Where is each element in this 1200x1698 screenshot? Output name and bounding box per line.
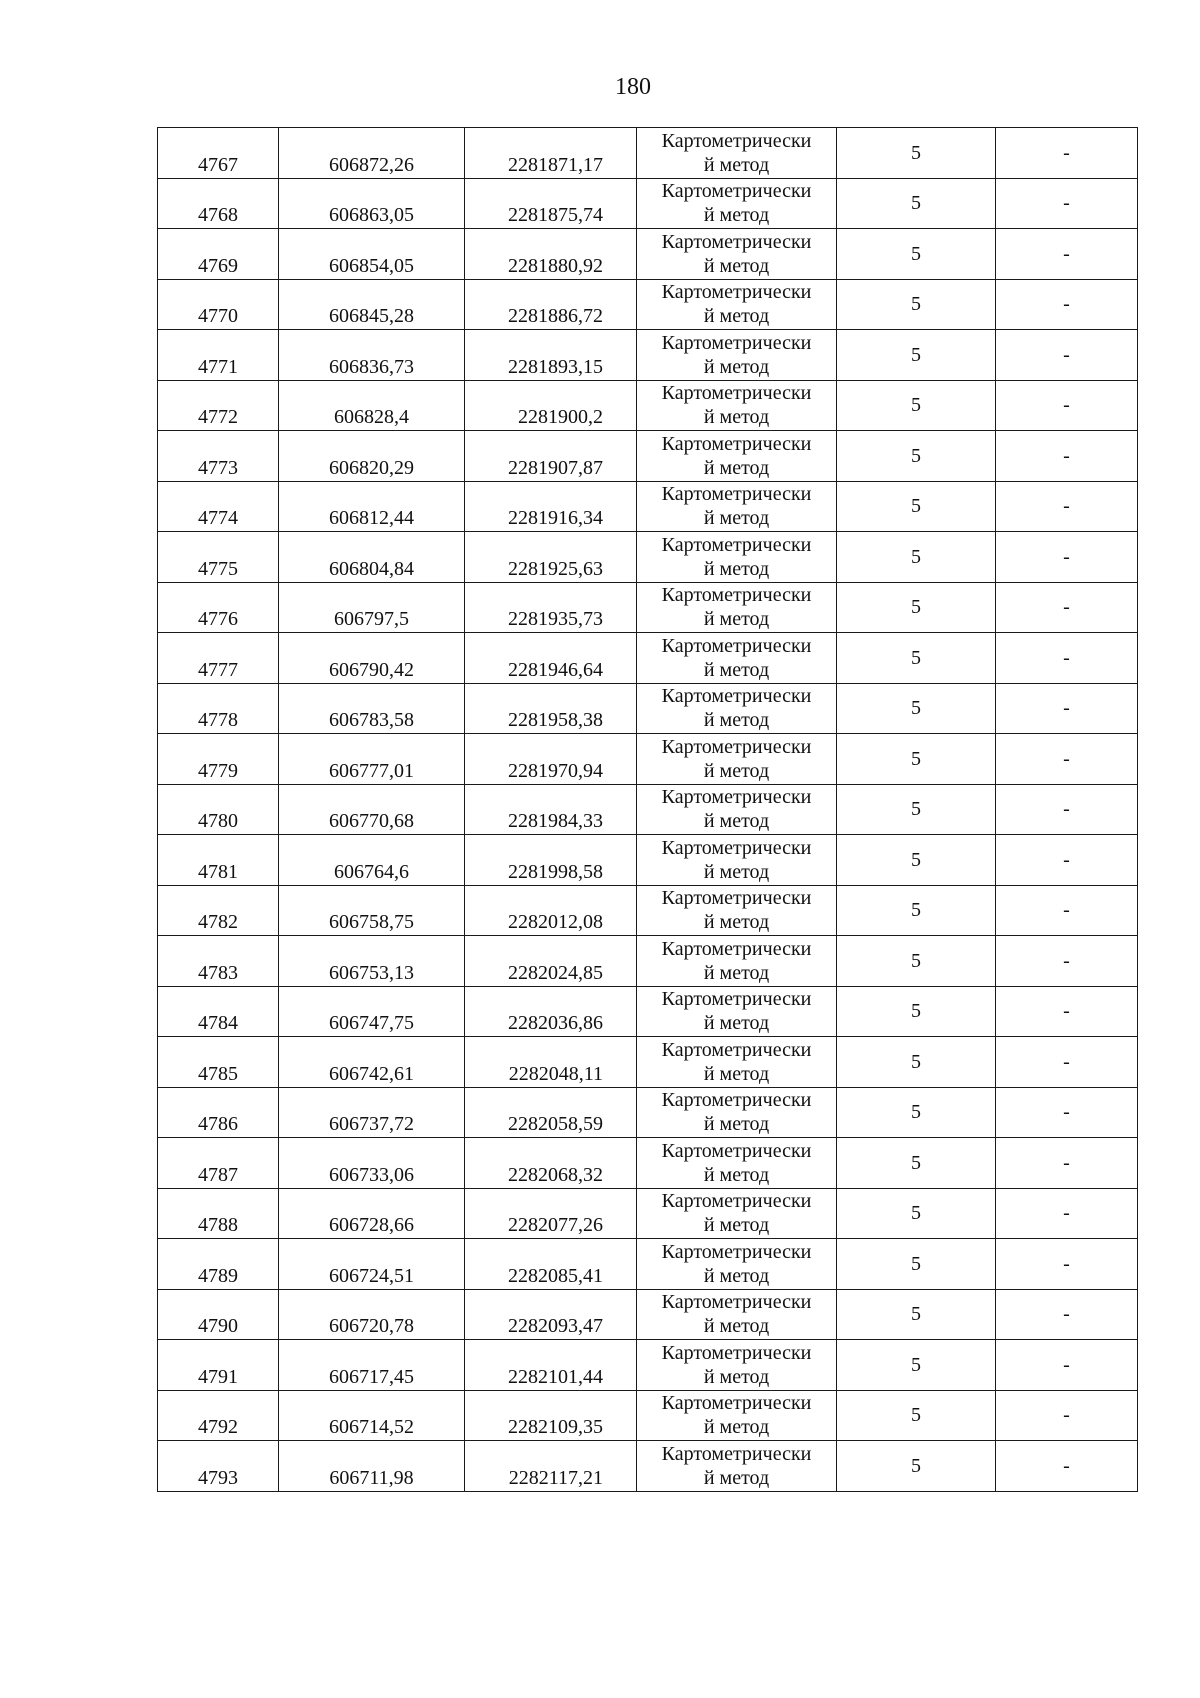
method-line-2: й метод <box>703 406 770 429</box>
note-cell: - <box>996 229 1138 280</box>
table-row <box>158 128 1138 179</box>
table-row <box>158 1037 1138 1088</box>
point-number-cell: 4769 <box>158 229 279 280</box>
x-coordinate-cell: 606863,05 <box>279 178 465 229</box>
table-row <box>158 178 1138 229</box>
y-coordinate-cell: 2281916,34 <box>465 481 637 532</box>
method-line-2: й метод <box>703 1012 770 1035</box>
method-line-2: й метод <box>703 1466 770 1489</box>
method-line-2: й метод <box>703 1315 770 1338</box>
method-line-2: й метод <box>703 507 770 530</box>
table-row <box>158 633 1138 684</box>
point-number-cell: 4777 <box>158 633 279 684</box>
y-coordinate-cell: 2281886,72 <box>465 279 637 330</box>
y-coordinate-cell: 2281871,17 <box>465 128 637 179</box>
accuracy-cell: 5 <box>837 936 996 987</box>
x-coordinate-cell: 606764,6 <box>279 835 465 886</box>
method-line-1: Картометрически <box>661 1038 812 1061</box>
note-cell: - <box>996 178 1138 229</box>
accuracy-cell: 5 <box>837 1037 996 1088</box>
method-cell <box>637 633 837 684</box>
accuracy-cell: 5 <box>837 1289 996 1340</box>
point-number-cell: 4787 <box>158 1138 279 1189</box>
method-cell <box>637 683 837 734</box>
method-line-1: Картометрически <box>661 180 812 203</box>
method-line-1: Картометрически <box>661 1442 812 1465</box>
note-cell: - <box>996 885 1138 936</box>
method-line-2: й метод <box>703 759 770 782</box>
accuracy-cell: 5 <box>837 1138 996 1189</box>
method-line-2: й метод <box>703 658 770 681</box>
method-line-2: й метод <box>703 1163 770 1186</box>
method-line-1: Картометрически <box>661 1392 812 1415</box>
method-line-2: й метод <box>703 961 770 984</box>
note-cell: - <box>996 986 1138 1037</box>
method-line-1: Картометрически <box>661 1089 812 1112</box>
x-coordinate-cell: 606733,06 <box>279 1138 465 1189</box>
y-coordinate-cell: 2281907,87 <box>465 431 637 482</box>
accuracy-cell: 5 <box>837 532 996 583</box>
note-cell: - <box>996 936 1138 987</box>
note-cell: - <box>996 1037 1138 1088</box>
x-coordinate-cell: 606797,5 <box>279 582 465 633</box>
y-coordinate-cell: 2281958,38 <box>465 683 637 734</box>
method-line-1: Картометрически <box>661 584 812 607</box>
point-number-cell: 4785 <box>158 1037 279 1088</box>
method-cell <box>637 784 837 835</box>
accuracy-cell: 5 <box>837 734 996 785</box>
method-line-1: Картометрически <box>661 281 812 304</box>
point-number-cell: 4780 <box>158 784 279 835</box>
y-coordinate-cell: 2282048,11 <box>465 1037 637 1088</box>
method-cell <box>637 1037 837 1088</box>
table-body <box>158 128 1138 1492</box>
method-line-1: Картометрически <box>661 129 812 152</box>
table-row <box>158 1289 1138 1340</box>
y-coordinate-cell: 2281970,94 <box>465 734 637 785</box>
method-line-2: й метод <box>703 911 770 934</box>
note-cell: - <box>996 279 1138 330</box>
point-number-cell: 4781 <box>158 835 279 886</box>
x-coordinate-cell: 606777,01 <box>279 734 465 785</box>
method-line-2: й метод <box>703 1113 770 1136</box>
method-line-1: Картометрически <box>661 887 812 910</box>
x-coordinate-cell: 606783,58 <box>279 683 465 734</box>
method-line-2: й метод <box>703 1416 770 1439</box>
x-coordinate-cell: 606724,51 <box>279 1239 465 1290</box>
method-cell <box>637 1441 837 1492</box>
table-row <box>158 1390 1138 1441</box>
point-number-cell: 4791 <box>158 1340 279 1391</box>
method-line-1: Картометрически <box>661 786 812 809</box>
accuracy-cell: 5 <box>837 178 996 229</box>
method-line-1: Картометрически <box>661 331 812 354</box>
point-number-cell: 4772 <box>158 380 279 431</box>
table-row <box>158 986 1138 1037</box>
method-line-2: й метод <box>703 557 770 580</box>
point-number-cell: 4771 <box>158 330 279 381</box>
table-row <box>158 683 1138 734</box>
y-coordinate-cell: 2282085,41 <box>465 1239 637 1290</box>
y-coordinate-cell: 2282058,59 <box>465 1087 637 1138</box>
method-line-1: Картометрически <box>661 1291 812 1314</box>
method-line-2: й метод <box>703 254 770 277</box>
method-cell <box>637 1390 837 1441</box>
table-row <box>158 582 1138 633</box>
point-number-cell: 4774 <box>158 481 279 532</box>
method-cell <box>637 1138 837 1189</box>
note-cell: - <box>996 330 1138 381</box>
accuracy-cell: 5 <box>837 1441 996 1492</box>
x-coordinate-cell: 606737,72 <box>279 1087 465 1138</box>
point-number-cell: 4773 <box>158 431 279 482</box>
method-line-2: й метод <box>703 1214 770 1237</box>
y-coordinate-cell: 2281880,92 <box>465 229 637 280</box>
method-line-1: Картометрически <box>661 685 812 708</box>
x-coordinate-cell: 606812,44 <box>279 481 465 532</box>
y-coordinate-cell: 2282101,44 <box>465 1340 637 1391</box>
note-cell: - <box>996 1390 1138 1441</box>
note-cell: - <box>996 1289 1138 1340</box>
method-line-2: й метод <box>703 1264 770 1287</box>
table-row <box>158 532 1138 583</box>
point-number-cell: 4792 <box>158 1390 279 1441</box>
method-cell <box>637 582 837 633</box>
y-coordinate-cell: 2281984,33 <box>465 784 637 835</box>
accuracy-cell: 5 <box>837 633 996 684</box>
accuracy-cell: 5 <box>837 279 996 330</box>
point-number-cell: 4779 <box>158 734 279 785</box>
point-number-cell: 4788 <box>158 1188 279 1239</box>
point-number-cell: 4782 <box>158 885 279 936</box>
accuracy-cell: 5 <box>837 885 996 936</box>
method-line-2: й метод <box>703 608 770 631</box>
method-line-1: Картометрически <box>661 988 812 1011</box>
method-cell <box>637 431 837 482</box>
method-line-2: й метод <box>703 860 770 883</box>
y-coordinate-cell: 2281935,73 <box>465 582 637 633</box>
note-cell: - <box>996 1087 1138 1138</box>
method-line-1: Картометрически <box>661 483 812 506</box>
x-coordinate-cell: 606872,26 <box>279 128 465 179</box>
y-coordinate-cell: 2281875,74 <box>465 178 637 229</box>
method-cell <box>637 481 837 532</box>
y-coordinate-cell: 2282093,47 <box>465 1289 637 1340</box>
method-line-2: й метод <box>703 1062 770 1085</box>
table-row <box>158 835 1138 886</box>
method-line-2: й метод <box>703 810 770 833</box>
method-line-2: й метод <box>703 1365 770 1388</box>
method-line-2: й метод <box>703 153 770 176</box>
x-coordinate-cell: 606753,13 <box>279 936 465 987</box>
method-line-1: Картометрически <box>661 432 812 455</box>
x-coordinate-cell: 606770,68 <box>279 784 465 835</box>
table-row <box>158 936 1138 987</box>
method-cell <box>637 279 837 330</box>
x-coordinate-cell: 606711,98 <box>279 1441 465 1492</box>
note-cell: - <box>996 1188 1138 1239</box>
table-row <box>158 380 1138 431</box>
point-number-cell: 4784 <box>158 986 279 1037</box>
y-coordinate-cell: 2282109,35 <box>465 1390 637 1441</box>
point-number-cell: 4770 <box>158 279 279 330</box>
note-cell: - <box>996 431 1138 482</box>
point-number-cell: 4768 <box>158 178 279 229</box>
table-row <box>158 330 1138 381</box>
method-line-1: Картометрически <box>661 230 812 253</box>
method-cell <box>637 936 837 987</box>
method-line-1: Картометрически <box>661 735 812 758</box>
note-cell: - <box>996 532 1138 583</box>
method-cell <box>637 1087 837 1138</box>
accuracy-cell: 5 <box>837 784 996 835</box>
accuracy-cell: 5 <box>837 380 996 431</box>
point-number-cell: 4793 <box>158 1441 279 1492</box>
y-coordinate-cell: 2281925,63 <box>465 532 637 583</box>
table-row <box>158 784 1138 835</box>
x-coordinate-cell: 606854,05 <box>279 229 465 280</box>
method-cell <box>637 380 837 431</box>
x-coordinate-cell: 606790,42 <box>279 633 465 684</box>
accuracy-cell: 5 <box>837 1390 996 1441</box>
accuracy-cell: 5 <box>837 330 996 381</box>
note-cell: - <box>996 1340 1138 1391</box>
method-cell <box>637 986 837 1037</box>
x-coordinate-cell: 606714,52 <box>279 1390 465 1441</box>
accuracy-cell: 5 <box>837 1188 996 1239</box>
x-coordinate-cell: 606820,29 <box>279 431 465 482</box>
accuracy-cell: 5 <box>837 1340 996 1391</box>
table-row <box>158 1138 1138 1189</box>
note-cell: - <box>996 1239 1138 1290</box>
note-cell: - <box>996 582 1138 633</box>
y-coordinate-cell: 2282117,21 <box>465 1441 637 1492</box>
method-line-1: Картометрически <box>661 634 812 657</box>
table-row <box>158 734 1138 785</box>
method-line-2: й метод <box>703 709 770 732</box>
method-line-1: Картометрически <box>661 1190 812 1213</box>
point-number-cell: 4778 <box>158 683 279 734</box>
accuracy-cell: 5 <box>837 229 996 280</box>
table-row <box>158 885 1138 936</box>
table-row <box>158 1087 1138 1138</box>
accuracy-cell: 5 <box>837 128 996 179</box>
method-cell <box>637 734 837 785</box>
x-coordinate-cell: 606758,75 <box>279 885 465 936</box>
method-line-2: й метод <box>703 355 770 378</box>
point-number-cell: 4776 <box>158 582 279 633</box>
y-coordinate-cell: 2281893,15 <box>465 330 637 381</box>
page-number: 180 <box>615 74 651 100</box>
method-cell <box>637 178 837 229</box>
table-row <box>158 431 1138 482</box>
accuracy-cell: 5 <box>837 481 996 532</box>
point-number-cell: 4775 <box>158 532 279 583</box>
method-line-1: Картометрически <box>661 382 812 405</box>
accuracy-cell: 5 <box>837 683 996 734</box>
x-coordinate-cell: 606836,73 <box>279 330 465 381</box>
accuracy-cell: 5 <box>837 582 996 633</box>
accuracy-cell: 5 <box>837 1239 996 1290</box>
y-coordinate-cell: 2282024,85 <box>465 936 637 987</box>
x-coordinate-cell: 606720,78 <box>279 1289 465 1340</box>
note-cell: - <box>996 1138 1138 1189</box>
table-row <box>158 1340 1138 1391</box>
accuracy-cell: 5 <box>837 431 996 482</box>
method-line-1: Картометрически <box>661 533 812 556</box>
note-cell: - <box>996 1441 1138 1492</box>
y-coordinate-cell: 2281900,2 <box>465 380 637 431</box>
method-cell <box>637 835 837 886</box>
x-coordinate-cell: 606747,75 <box>279 986 465 1037</box>
point-number-cell: 4789 <box>158 1239 279 1290</box>
y-coordinate-cell: 2282068,32 <box>465 1138 637 1189</box>
note-cell: - <box>996 784 1138 835</box>
table-row <box>158 1239 1138 1290</box>
point-number-cell: 4783 <box>158 936 279 987</box>
note-cell: - <box>996 380 1138 431</box>
y-coordinate-cell: 2281946,64 <box>465 633 637 684</box>
method-cell <box>637 1340 837 1391</box>
y-coordinate-cell: 2282077,26 <box>465 1188 637 1239</box>
y-coordinate-cell: 2281998,58 <box>465 835 637 886</box>
method-cell <box>637 229 837 280</box>
note-cell: - <box>996 633 1138 684</box>
method-cell <box>637 885 837 936</box>
note-cell: - <box>996 481 1138 532</box>
table-row <box>158 1441 1138 1492</box>
table-row <box>158 481 1138 532</box>
x-coordinate-cell: 606804,84 <box>279 532 465 583</box>
method-cell <box>637 1188 837 1239</box>
method-line-1: Картометрически <box>661 1240 812 1263</box>
method-line-1: Картометрически <box>661 937 812 960</box>
table-row <box>158 229 1138 280</box>
accuracy-cell: 5 <box>837 835 996 886</box>
method-line-1: Картометрически <box>661 1139 812 1162</box>
method-line-1: Картометрически <box>661 836 812 859</box>
method-cell <box>637 532 837 583</box>
x-coordinate-cell: 606728,66 <box>279 1188 465 1239</box>
coordinates-table <box>157 127 1138 1492</box>
note-cell: - <box>996 683 1138 734</box>
x-coordinate-cell: 606717,45 <box>279 1340 465 1391</box>
method-cell <box>637 1289 837 1340</box>
method-cell <box>637 128 837 179</box>
note-cell: - <box>996 128 1138 179</box>
table-row <box>158 1188 1138 1239</box>
table-row <box>158 279 1138 330</box>
point-number-cell: 4790 <box>158 1289 279 1340</box>
note-cell: - <box>996 734 1138 785</box>
y-coordinate-cell: 2282012,08 <box>465 885 637 936</box>
method-line-2: й метод <box>703 204 770 227</box>
x-coordinate-cell: 606828,4 <box>279 380 465 431</box>
note-cell: - <box>996 835 1138 886</box>
point-number-cell: 4767 <box>158 128 279 179</box>
accuracy-cell: 5 <box>837 986 996 1037</box>
accuracy-cell: 5 <box>837 1087 996 1138</box>
method-line-1: Картометрически <box>661 1341 812 1364</box>
point-number-cell: 4786 <box>158 1087 279 1138</box>
method-line-2: й метод <box>703 456 770 479</box>
method-cell <box>637 1239 837 1290</box>
x-coordinate-cell: 606742,61 <box>279 1037 465 1088</box>
method-cell <box>637 330 837 381</box>
y-coordinate-cell: 2282036,86 <box>465 986 637 1037</box>
x-coordinate-cell: 606845,28 <box>279 279 465 330</box>
method-line-2: й метод <box>703 305 770 328</box>
